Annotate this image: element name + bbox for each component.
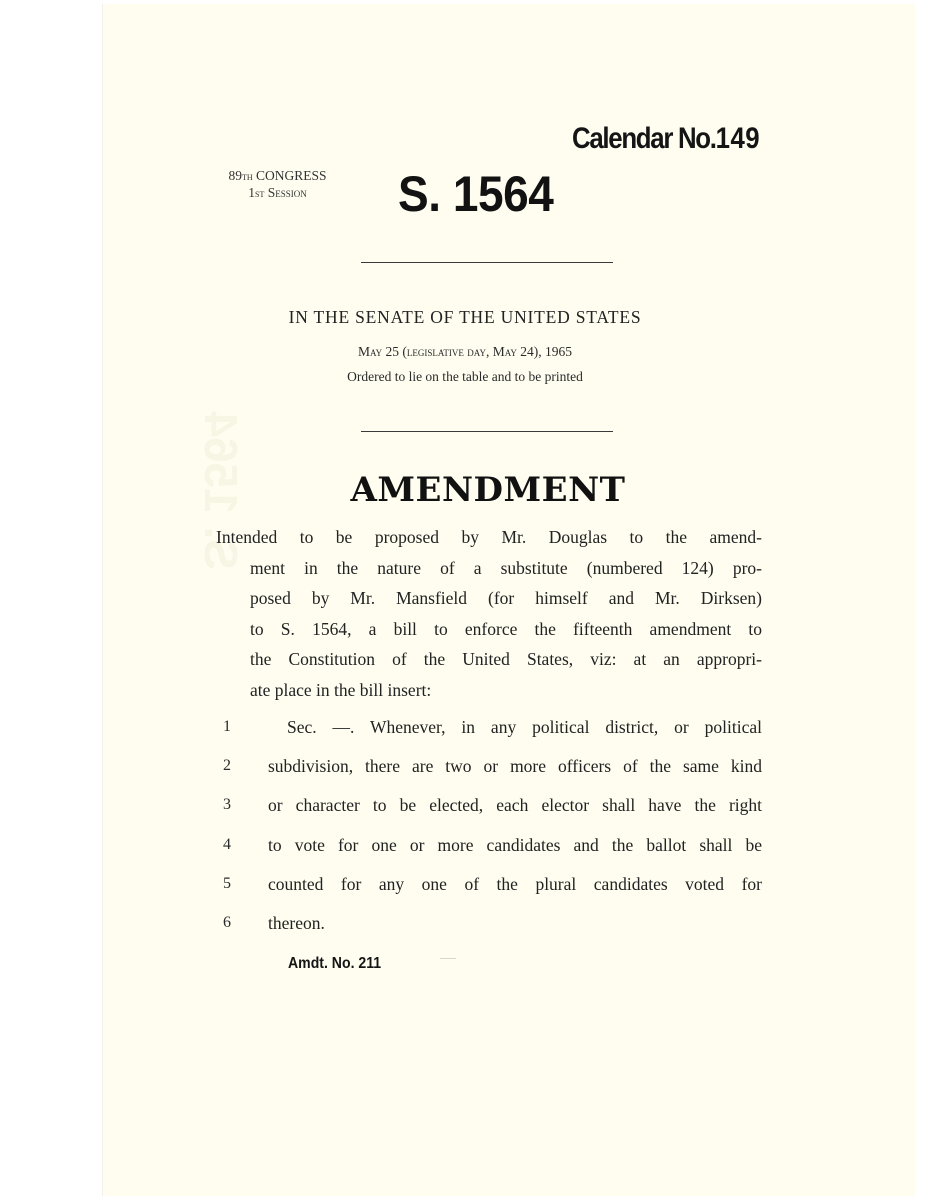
preamble-line: ment in the nature of a substitute (numbered 124) pro-	[250, 557, 762, 578]
amendment-text	[216, 715, 762, 950]
line-number: 6	[223, 913, 231, 931]
chamber-title: IN THE SENATE OF THE UNITED STATES	[288, 307, 642, 327]
action-line: Ordered to lie on the table and to be printed	[347, 369, 583, 384]
numbered-line	[216, 833, 762, 872]
congress-session	[205, 168, 350, 202]
date-line: May 25 (legislative day, May 24), 1965	[357, 344, 572, 359]
line-number: 2	[223, 757, 231, 775]
numbered-line	[216, 872, 762, 911]
line-number: 1	[223, 718, 231, 735]
line-text: subdivision, there are two or more officers of the same kind	[268, 756, 762, 777]
calendar-number: Calendar No.149	[572, 122, 761, 155]
line-text: or character to be elected, each elector shall have the right	[268, 795, 762, 816]
line-text: to vote for one or more candidates and the ballot shall be	[268, 834, 762, 855]
amendment-number: Amdt. No. 211	[288, 955, 382, 972]
numbered-line	[216, 754, 762, 793]
line-text: counted for any one of the plural candidates voted for	[268, 873, 762, 894]
congress-line: 89th CONGRESS	[228, 168, 327, 183]
paper-speck	[440, 958, 456, 959]
bill-number: S. 1564	[398, 166, 554, 222]
preamble-line: ate place in the bill insert:	[250, 679, 432, 700]
divider-rule-top	[361, 262, 613, 263]
numbered-line	[216, 911, 762, 950]
line-number: 4	[223, 835, 231, 853]
line-number: 3	[223, 796, 231, 814]
line-number: 5	[223, 874, 231, 892]
preamble-line: the Constitution of the United States, viz: at an appropri-	[250, 649, 762, 669]
line-text: Sec. —. Whenever, in any political district, or political	[287, 717, 762, 737]
numbered-line	[216, 715, 762, 754]
preamble-line: Intended to be proposed by Mr. Douglas to the amend-	[216, 527, 762, 547]
amendment-heading: AMENDMENT	[350, 470, 626, 510]
divider-rule-bottom	[361, 431, 613, 432]
line-text: thereon.	[268, 912, 325, 933]
preamble-line: posed by Mr. Mansfield (for himself and Mr. Dirksen)	[250, 588, 762, 608]
preamble	[216, 522, 762, 705]
preamble-line: to S. 1564, a bill to enforce the fifteenth amendment to	[250, 618, 762, 639]
numbered-line	[216, 793, 762, 832]
session-line: 1st Session	[248, 185, 307, 200]
